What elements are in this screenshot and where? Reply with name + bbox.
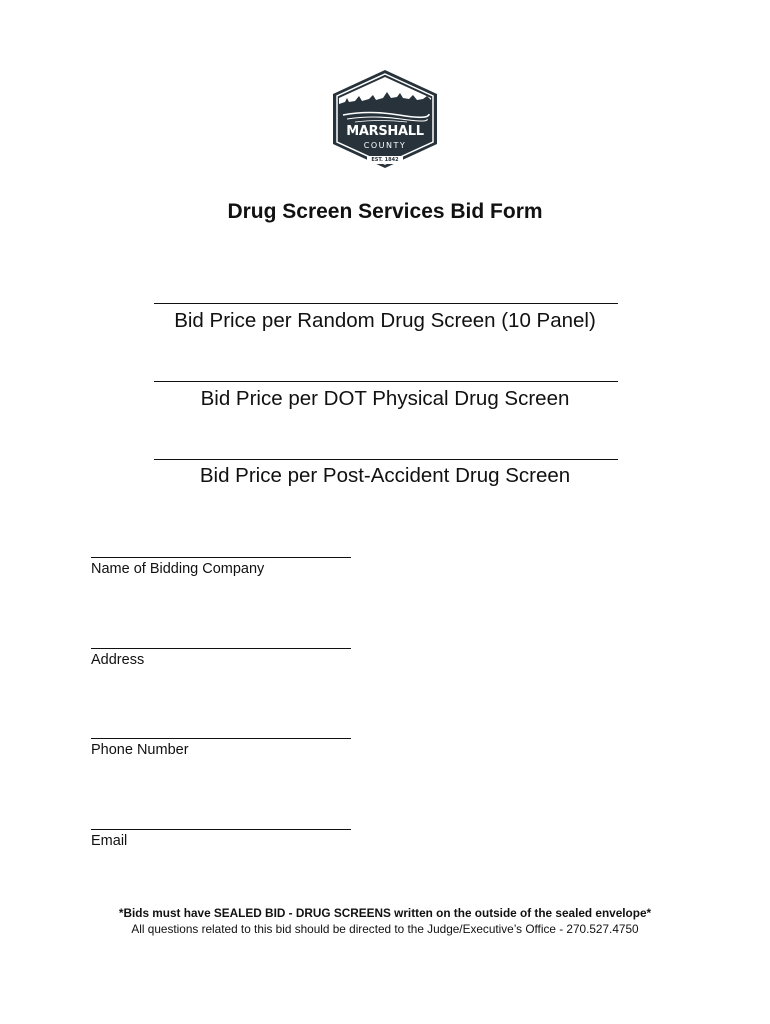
email-label: Email bbox=[91, 833, 128, 849]
company-name-line[interactable] bbox=[91, 557, 351, 558]
logo-established-text: EST. 1842 bbox=[371, 157, 399, 163]
address-line[interactable] bbox=[91, 648, 351, 649]
bid-price-dot-label: Bid Price per DOT Physical Drug Screen bbox=[200, 387, 570, 410]
logo-name-text: MARSHALL bbox=[346, 124, 424, 139]
marshall-county-logo bbox=[329, 68, 441, 170]
email-line[interactable] bbox=[91, 829, 351, 830]
phone-number-label: Phone Number bbox=[91, 742, 189, 758]
company-name-label: Name of Bidding Company bbox=[91, 561, 265, 577]
page-title: Drug Screen Services Bid Form bbox=[227, 200, 543, 223]
bid-price-dot-line[interactable] bbox=[154, 381, 618, 382]
contact-note: All questions related to this bid should be directed to the Judge/Executive’s Office - 270.527.4750 bbox=[131, 922, 639, 936]
bid-price-random-line[interactable] bbox=[154, 303, 618, 304]
address-label: Address bbox=[91, 652, 145, 668]
logo-subname-text: COUNTY bbox=[363, 141, 407, 150]
bid-price-post-accident-label: Bid Price per Post-Accident Drug Screen bbox=[199, 464, 571, 487]
phone-number-line[interactable] bbox=[91, 738, 351, 739]
bid-price-post-accident-line[interactable] bbox=[154, 459, 618, 460]
county-seal-badge bbox=[329, 68, 441, 170]
sealed-bid-notice: *Bids must have SEALED BID - DRUG SCREENS written on the outside of the sealed envelope* bbox=[118, 906, 652, 920]
bid-price-random-label: Bid Price per Random Drug Screen (10 Panel) bbox=[174, 309, 596, 332]
